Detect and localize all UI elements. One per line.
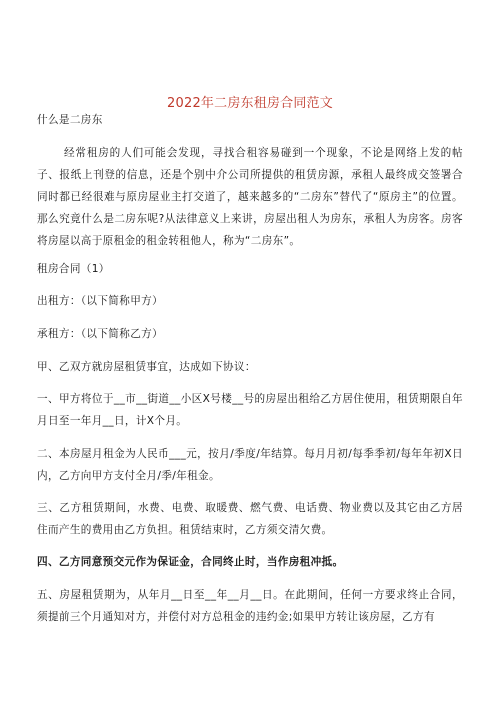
clause-3: 三、乙方租赁期间，水费、电费、取暖费、燃气费、电话费、物业费以及其它由乙方居住而产生的费用由乙方负担。租赁结束时，乙方须交清欠费。 bbox=[37, 502, 463, 536]
contract-heading: 租房合同（1） bbox=[37, 263, 110, 275]
agreement-intro-line: 甲、乙双方就房屋租赁事宜，达成如下协议： bbox=[37, 361, 256, 373]
document-title: 2022年二房东租房合同范文 bbox=[167, 96, 333, 111]
clause-1: 一、甲方将位于__市__街道__小区X号楼__号的房屋出租给乙方居住使用，租赁期限自年月日至一年月__日，计X个月。 bbox=[37, 393, 463, 427]
clause-4: 四、乙方同意预交元作为保证金，合同终止时，当作房租冲抵。 bbox=[37, 556, 344, 568]
intro-paragraph: 经常租房的人们可能会发现，寻找合租容易碰到一个现象，不论是网络上发的帖子、报纸上刊登的信息，还是个别中介公司所提供的租赁房源，承租人最终成交签署合同时都已经很难与原房屋业主打交道了，越来越多的“二房东”替代了“原房主”的位置。那么究竟什么是二房东呢?从法律意义上来讲，房屋出租人为房东，承租人为房客。房客将房屋以高于原租金的租金转租他人，称为“二房东”。 bbox=[37, 147, 463, 247]
clause-5: 五、房屋租赁期为，从年月__日至__年__月__日。在此期间，任何一方要求终止合同，须提前三个月通知对方，并偿付对方总租金的违约金;如果甲方转让该房屋，乙方有 bbox=[37, 589, 463, 623]
lessee-line: 承租方：（以下简称乙方） bbox=[37, 328, 164, 340]
lessor-line: 出租方：（以下简称甲方） bbox=[37, 295, 164, 307]
clause-2: 二、本房屋月租金为人民币___元，按月/季度/年结算。每月月初/每季季初/每年年初X日内，乙方向甲方支付全月/季/年租金。 bbox=[37, 448, 463, 482]
section-heading-what-is-sublandlord: 什么是二房东 bbox=[37, 114, 103, 126]
